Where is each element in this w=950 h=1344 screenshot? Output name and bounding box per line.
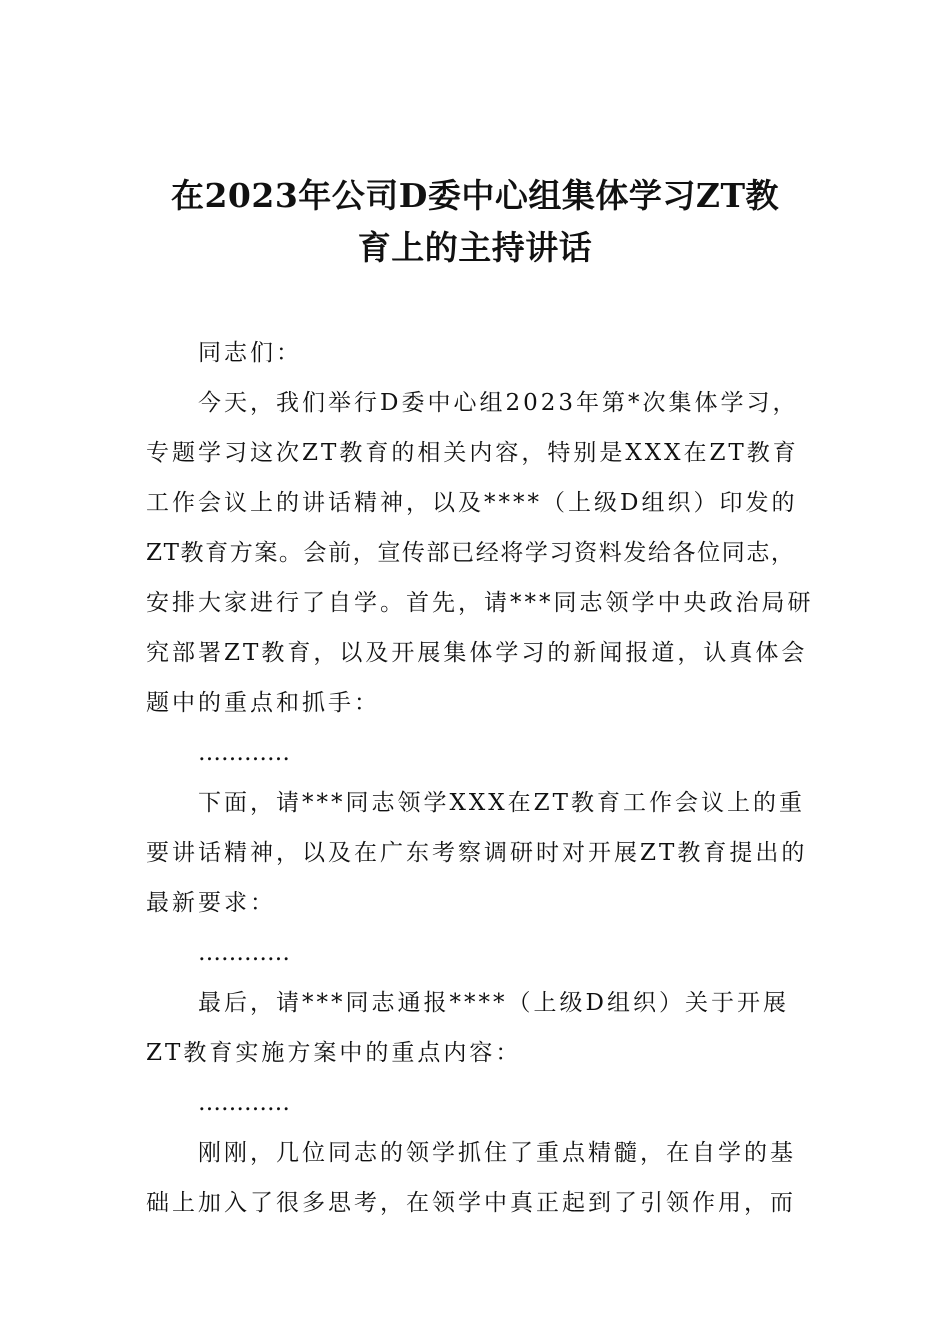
document-title bbox=[140, 170, 810, 274]
title-line-2: 育上的主持讲话 bbox=[357, 228, 593, 267]
paragraph-line: 专题学习这次ZT教育的相关内容，特别是XXX在ZT教育 bbox=[146, 440, 799, 466]
greeting-paragraph bbox=[146, 328, 806, 378]
paragraph-line: 工作会议上的讲话精神，以及****（上级D组织）印发的 bbox=[146, 490, 798, 516]
body-paragraph bbox=[146, 1128, 806, 1228]
document-body bbox=[146, 328, 814, 1228]
paragraph-line: ZT教育方案。会前，宣传部已经将学习资料发给各位同志， bbox=[146, 540, 796, 566]
paragraph-line: ………… bbox=[198, 1090, 290, 1116]
ellipsis-paragraph bbox=[146, 1078, 806, 1128]
paragraph-line: ………… bbox=[198, 740, 290, 766]
body-paragraph bbox=[146, 978, 806, 1078]
paragraph-line: 要讲话精神，以及在广东考察调研时对开展ZT教育提出的 bbox=[146, 840, 808, 866]
body-paragraph bbox=[146, 778, 806, 928]
paragraph-line: 刚刚，几位同志的领学抓住了重点精髓，在自学的基 bbox=[198, 1140, 796, 1166]
paragraph-line: 最新要求： bbox=[146, 890, 276, 916]
paragraph-line: 题中的重点和抓手： bbox=[146, 690, 380, 716]
paragraph-line: ………… bbox=[198, 940, 290, 966]
paragraph-line: 下面，请***同志领学XXX在ZT教育工作会议上的重 bbox=[198, 790, 805, 816]
paragraph-line: 同志们： bbox=[198, 340, 302, 366]
paragraph-line: 安排大家进行了自学。首先，请***同志领学中央政治局研 bbox=[146, 590, 814, 616]
paragraph-line: 今天，我们举行D委中心组2023年第*次集体学习， bbox=[198, 390, 799, 416]
paragraph-line: ZT教育实施方案中的重点内容： bbox=[146, 1040, 522, 1066]
title-line-1: 在2023年公司D委中心组集体学习ZT教 bbox=[170, 176, 780, 215]
paragraph-line: 础上加入了很多思考，在领学中真正起到了引领作用，而 bbox=[146, 1190, 796, 1216]
body-paragraph bbox=[146, 378, 814, 728]
paragraph-line: 究部署ZT教育，以及开展集体学习的新闻报道，认真体会 bbox=[146, 640, 808, 666]
paragraph-line: 最后，请***同志通报****（上级D组织）关于开展 bbox=[198, 990, 789, 1016]
ellipsis-paragraph bbox=[146, 728, 806, 778]
ellipsis-paragraph bbox=[146, 928, 806, 978]
